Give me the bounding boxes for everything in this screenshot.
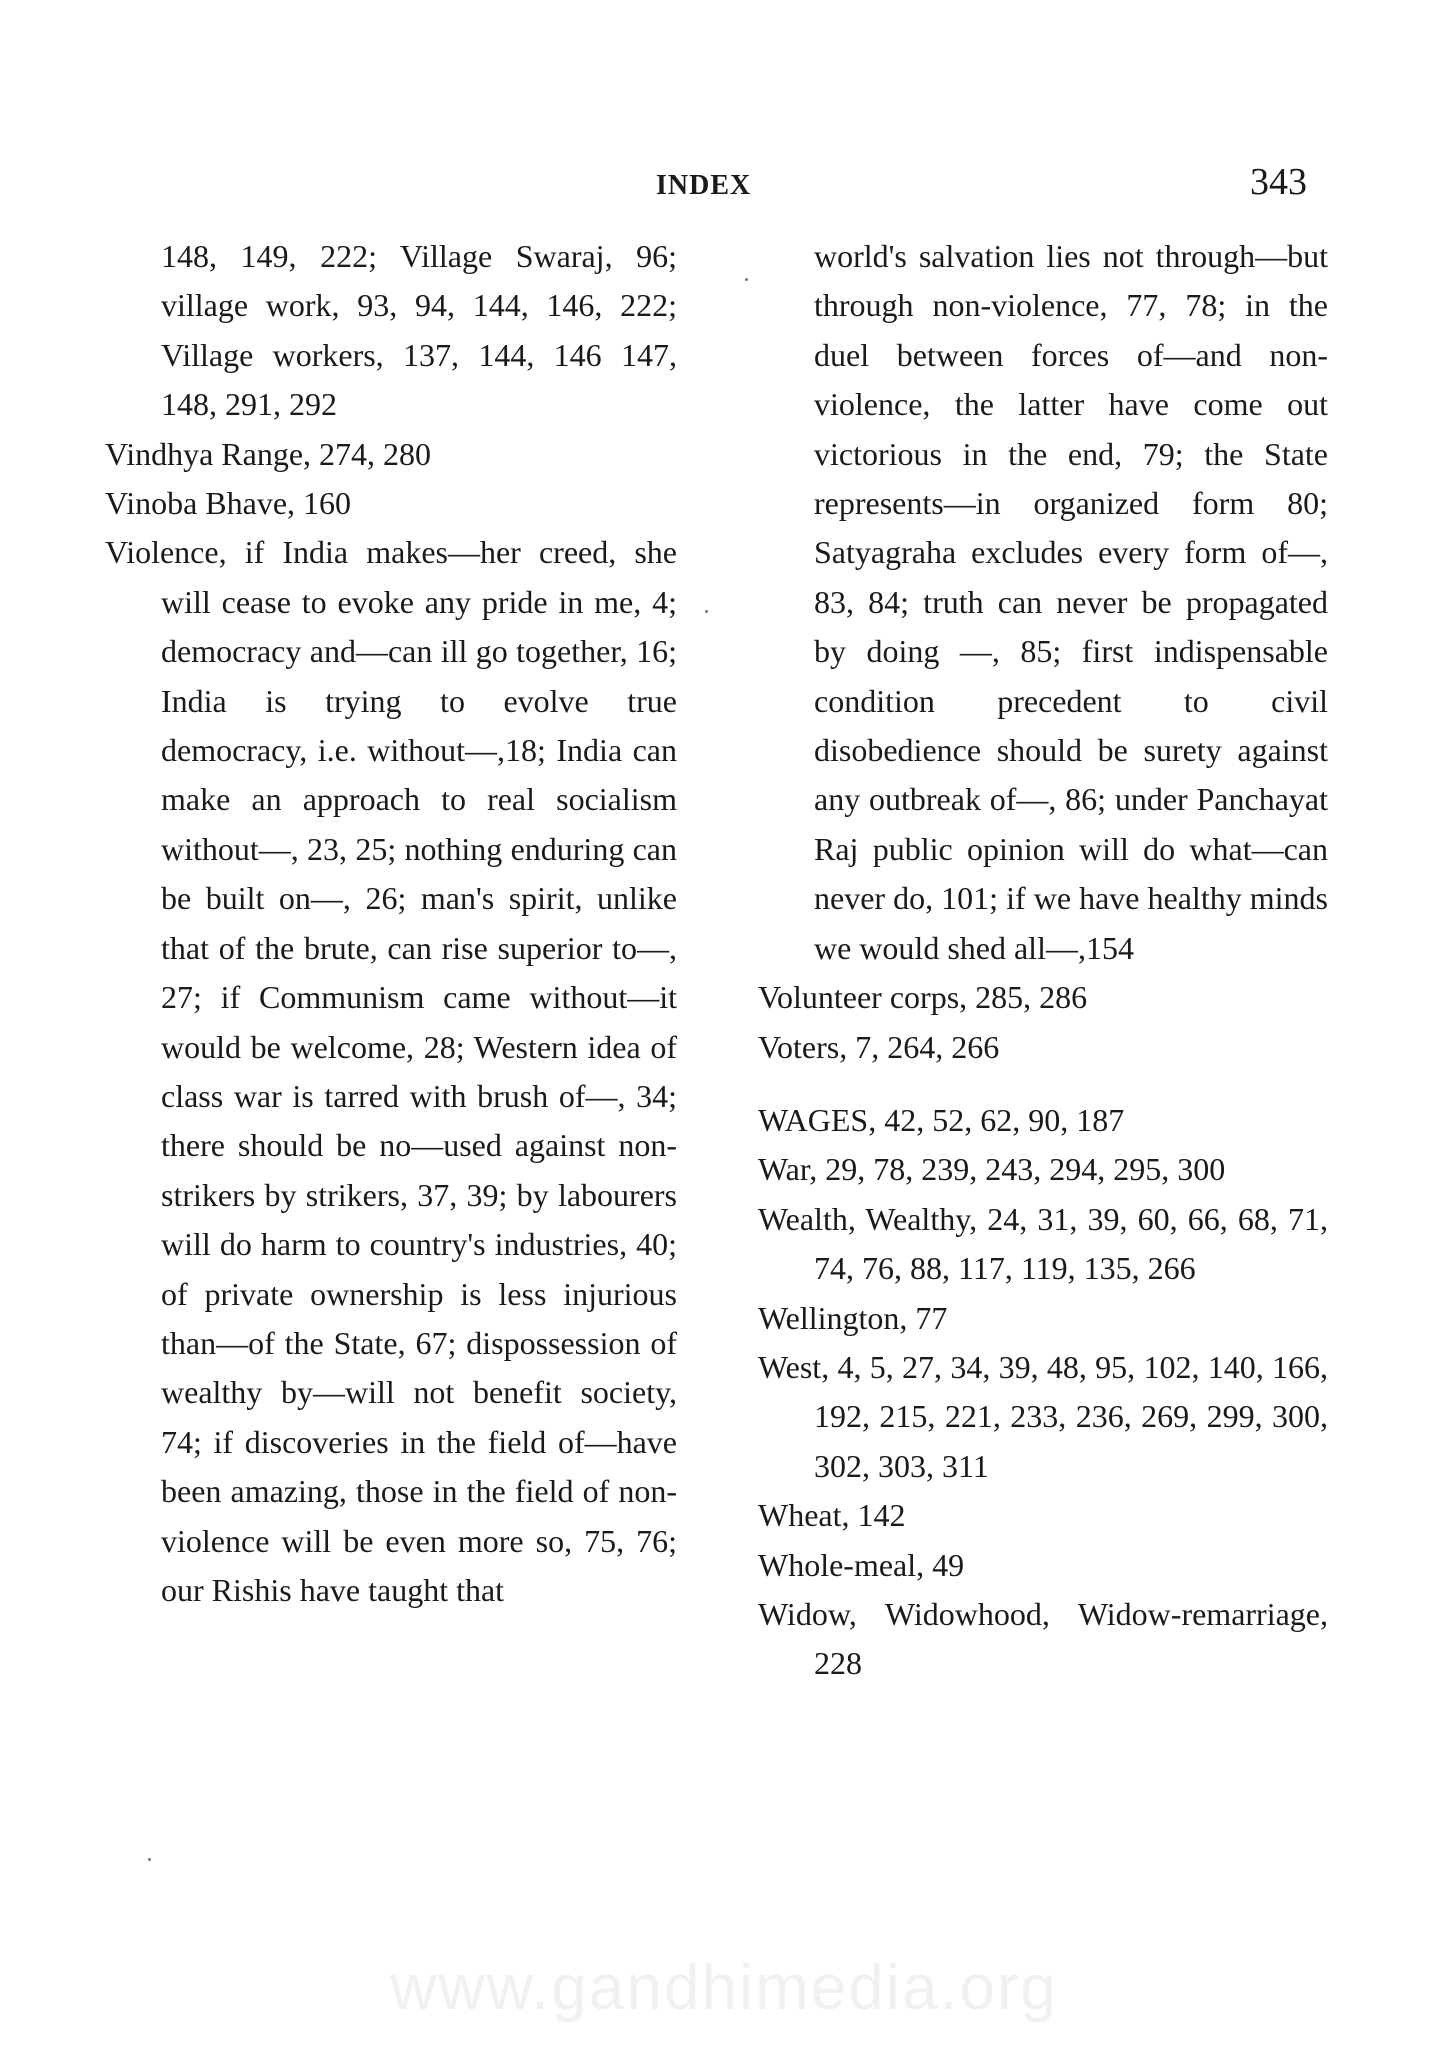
index-entry: Vindhya Range, 274, 280 [105,435,432,472]
scan-speck [705,610,708,613]
index-entry: Wealth, Wealthy, 24, 31, 39, 60, 66, 68, 71, 74, 76, 88, 117, 119, 135, 266 [758,1200,1328,1287]
index-entry: Violence, if India makes—her creed, she will cease to evoke any pride in me, 4; democracy and—can ill go together, 16; India is trying to evolve true democracy, i.e. without—,18; India can make an approach to real socialism without—, 23, 25; nothing enduring can be built on—, 26; man's spirit, unlike that of the brute, can rise superior to—, 27; if Communism came without—it would be welcome, 28; Western idea of class war is tarred with brush of—, 34; there should be no—used against non-strikers by strikers, 37, 39; by labourers will do harm to country's industries, 40; of private ownership is less injurious than—of the State, 67; dispossession of wealthy by—will not benefit society, 74; if discoveries in the field of—have been amazing, those in the field of non-violence will be even more so, 75, 76; our Rishis have taught that [105,534,677,1608]
index-entry: WAGES, 42, 52, 62, 90, 187 [758,1101,1125,1138]
index-entry: Wheat, 142 [758,1497,906,1534]
index-entry: Whole-meal, 49 [758,1546,965,1583]
index-entry: Volunteer corps, 285, 286 [758,979,1088,1016]
scan-speck [148,1858,151,1861]
index-entry: Vinoba Bhave, 160 [105,485,352,522]
page-title: INDEX [656,170,752,201]
scan-speck [745,278,748,281]
index-entry: West, 4, 5, 27, 34, 39, 48, 95, 102, 140, 166, 192, 215, 221, 233, 236, 269, 299, 300, 302, 303, 311 [758,1348,1328,1484]
index-entry-continuation: 148, 149, 222; Village Swaraj, 96; village work, 93, 94, 144, 146, 222; Village workers, 137, 144, 146 147, 148, 291, 292 [161,238,677,423]
running-head [0,160,1448,220]
index-column-left [105,232,677,1615]
index-column-right [758,232,1328,1689]
index-entry-continuation: world's salvation lies not through—but through non-violence, 77, 78; in the duel between forces of—and non-violence, the latter have come out victorious in the end, 79; the State represents—in organized form 80; Satyagraha excludes every form of—, 83, 84; truth can never be propagated by doing —, 85; first indispensable condition precedent to civil disobedience should be surety against any outbreak of—, 86; under Panchayat Raj public opinion will do what—can never do, 101; if we have healthy minds we would shed all—,154 [814,238,1328,966]
watermark: www.gandhimedia.org [390,1951,1058,2023]
index-entry: Widow, Widowhood, Widow-remarriage, 228 [758,1595,1328,1682]
index-entry: War, 29, 78, 239, 243, 294, 295, 300 [758,1151,1226,1188]
section-gap [758,1072,1328,1096]
index-entry: Wellington, 77 [758,1299,948,1336]
page-number: 343 [1250,161,1307,203]
index-entry: Voters, 7, 264, 266 [758,1028,1000,1065]
